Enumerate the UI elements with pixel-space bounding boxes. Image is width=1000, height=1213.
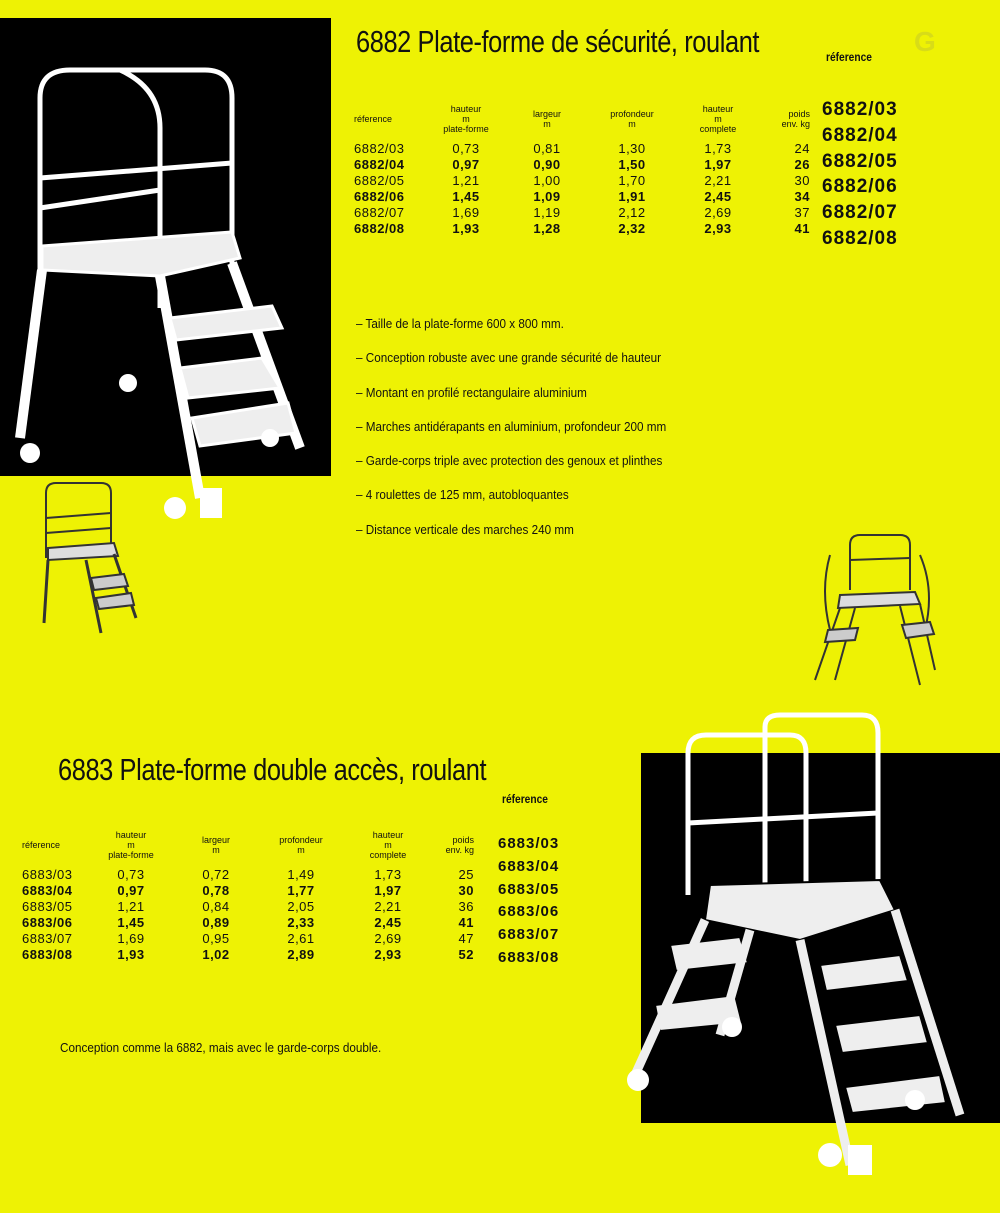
cell-hauteur: 1,69 [117, 931, 145, 946]
table-row [22, 899, 474, 915]
platform-ladder-6882-small-illustration [36, 478, 146, 643]
page-mark: G [914, 26, 936, 57]
table-row [354, 141, 810, 157]
cell-hauteur-complete: 2,45 [704, 189, 732, 204]
cell-poids: 47 [458, 931, 474, 946]
reference-label: 6882/03 [822, 99, 898, 120]
section-6883-spec-table [22, 823, 474, 963]
cell-poids: 41 [458, 915, 474, 930]
cell-profondeur: 2,61 [287, 931, 315, 946]
column-header-largeur: largeur m [532, 109, 561, 129]
cell-hauteur-complete: 2,45 [374, 915, 402, 930]
platform-ladder-6883-small-illustration [810, 530, 940, 690]
cell-profondeur: 1,50 [618, 157, 646, 172]
column-header-profondeur: profondeur m [610, 109, 654, 129]
section-6882-reference-heading: réference [826, 50, 872, 64]
cell-reference: 6882/05 [354, 173, 405, 188]
table-row [354, 205, 810, 221]
cell-hauteur: 1,45 [117, 915, 145, 930]
cell-hauteur-complete: 1,73 [704, 141, 732, 156]
cell-reference: 6882/07 [354, 205, 405, 220]
table-row [22, 915, 474, 931]
cell-reference: 6882/03 [354, 141, 405, 156]
feature-item: – Garde-corps triple avec protection des genoux et plinthes [356, 453, 663, 469]
reference-label: 6883/03 [498, 835, 560, 852]
cell-poids: 26 [794, 157, 810, 172]
cell-hauteur-complete: 2,93 [374, 947, 402, 962]
cell-hauteur-complete: 1,97 [704, 157, 732, 172]
cell-hauteur-complete: 2,69 [704, 205, 732, 220]
column-header-reference: réference [22, 840, 61, 850]
cell-hauteur: 1,93 [452, 221, 480, 236]
cell-largeur: 1,28 [533, 221, 561, 236]
platform-ladder-6883-illustration [610, 705, 1000, 1190]
cell-poids: 24 [794, 141, 810, 156]
cell-largeur: 0,84 [202, 899, 230, 914]
column-header-hauteur-plateforme: hauteur m plate-forme [108, 830, 154, 860]
column-header-reference: réference [354, 114, 393, 124]
cell-largeur: 1,19 [533, 205, 561, 220]
cell-profondeur: 1,91 [618, 189, 646, 204]
cell-hauteur: 0,73 [452, 141, 480, 156]
column-header-largeur: largeur m [201, 835, 230, 855]
cell-hauteur: 1,21 [117, 899, 145, 914]
cell-poids: 34 [794, 189, 810, 204]
cell-poids: 41 [794, 221, 810, 236]
platform-ladder-6882-illustration [0, 18, 331, 538]
feature-item: – Marches antidérapants en aluminium, profondeur 200 mm [356, 418, 667, 434]
feature-item: – 4 roulettes de 125 mm, autobloquantes [356, 487, 569, 503]
reference-label: 6882/05 [822, 150, 898, 172]
cell-profondeur: 2,89 [287, 947, 315, 962]
section-6882-title: 6882 Plate-forme de sécurité, roulant [356, 24, 760, 59]
reference-label: 6882/07 [822, 202, 898, 224]
section-6883-title: 6883 Plate-forme double accès, roulant [58, 752, 487, 787]
cell-profondeur: 2,05 [287, 899, 315, 914]
reference-label: 6883/07 [498, 926, 560, 944]
cell-largeur: 0,90 [533, 157, 561, 172]
reference-label: 6883/06 [498, 903, 560, 921]
cell-hauteur: 1,69 [452, 205, 480, 220]
cell-profondeur: 1,49 [287, 867, 315, 882]
feature-item: – Distance verticale des marches 240 mm [356, 521, 574, 537]
cell-largeur: 1,00 [533, 173, 561, 188]
table-row [22, 867, 474, 883]
cell-reference: 6883/03 [22, 867, 73, 882]
cell-hauteur-complete: 2,21 [374, 899, 402, 914]
table-row [354, 189, 810, 205]
table-row [22, 947, 474, 963]
cell-hauteur-complete: 1,97 [374, 883, 402, 898]
cell-hauteur-complete: 1,73 [374, 867, 402, 882]
cell-poids: 36 [458, 899, 474, 914]
cell-poids: 52 [458, 947, 474, 962]
cell-largeur: 0,78 [202, 883, 230, 898]
cell-reference: 6883/05 [22, 899, 73, 914]
cell-hauteur: 1,21 [452, 173, 480, 188]
reference-label: 6883/04 [498, 857, 560, 875]
column-header-poids: poids env. kg [781, 109, 810, 129]
cell-largeur: 0,89 [202, 915, 230, 930]
cell-poids: 30 [458, 883, 474, 898]
column-header-profondeur: profondeur m [279, 835, 323, 855]
table-row [354, 173, 810, 189]
cell-poids: 25 [458, 867, 474, 882]
cell-reference: 6883/06 [22, 915, 73, 930]
cell-hauteur: 0,97 [117, 883, 145, 898]
column-header-hauteur-plateforme: hauteur m plate-forme [443, 104, 489, 134]
cell-profondeur: 1,30 [618, 141, 646, 156]
cell-reference: 6882/06 [354, 189, 405, 204]
table-row [354, 221, 810, 237]
reference-label: 6883/08 [498, 948, 560, 966]
section-6882-reference-list [822, 99, 898, 254]
cell-poids: 37 [794, 205, 810, 220]
cell-largeur: 0,72 [202, 867, 230, 882]
section-6882-feature-list [356, 316, 701, 556]
cell-profondeur: 1,77 [287, 883, 315, 898]
reference-label: 6882/06 [822, 176, 898, 198]
cell-profondeur: 2,12 [618, 205, 646, 220]
reference-label: 6882/04 [822, 124, 898, 146]
cell-hauteur: 1,93 [117, 947, 145, 962]
cell-reference: 6883/08 [22, 947, 73, 962]
cell-hauteur: 0,97 [452, 157, 480, 172]
cell-profondeur: 1,70 [618, 173, 646, 188]
cell-hauteur-complete: 2,21 [704, 173, 732, 188]
cell-hauteur-complete: 2,93 [704, 221, 732, 236]
section-6883-reference-list [498, 835, 559, 972]
cell-hauteur: 1,45 [452, 189, 480, 204]
cell-largeur: 1,09 [533, 189, 561, 204]
section-6883-note: Conception comme la 6882, mais avec le garde-corps double. [60, 1040, 382, 1055]
table-row [22, 883, 474, 899]
table-row [22, 931, 474, 947]
cell-hauteur-complete: 2,69 [374, 931, 402, 946]
cell-poids: 30 [794, 173, 810, 188]
column-header-poids: poids env. kg [445, 835, 474, 855]
cell-largeur: 1,02 [202, 947, 230, 962]
column-header-hauteur-complete: hauteur m complete [369, 830, 407, 860]
table-header-row [354, 97, 810, 141]
cell-reference: 6883/07 [22, 931, 73, 946]
reference-label: 6882/08 [822, 227, 898, 249]
cell-profondeur: 2,32 [618, 221, 646, 236]
table-header-row [22, 823, 474, 867]
cell-reference: 6882/04 [354, 157, 405, 172]
cell-profondeur: 2,33 [287, 915, 315, 930]
column-header-hauteur-complete: hauteur m complete [699, 104, 737, 134]
feature-item: – Taille de la plate-forme 600 x 800 mm. [356, 316, 564, 331]
cell-reference: 6883/04 [22, 883, 73, 898]
reference-label: 6883/05 [498, 880, 560, 898]
cell-hauteur: 0,73 [117, 867, 145, 882]
table-row [354, 157, 810, 173]
feature-item: – Montant en profilé rectangulaire aluminium [356, 384, 587, 400]
cell-largeur: 0,95 [202, 931, 230, 946]
cell-reference: 6882/08 [354, 221, 405, 236]
section-6882-spec-table [354, 97, 810, 237]
section-6883-reference-heading: réference [502, 792, 548, 806]
feature-item: – Conception robuste avec une grande sécurité de hauteur [356, 350, 662, 366]
cell-largeur: 0,81 [533, 141, 561, 156]
